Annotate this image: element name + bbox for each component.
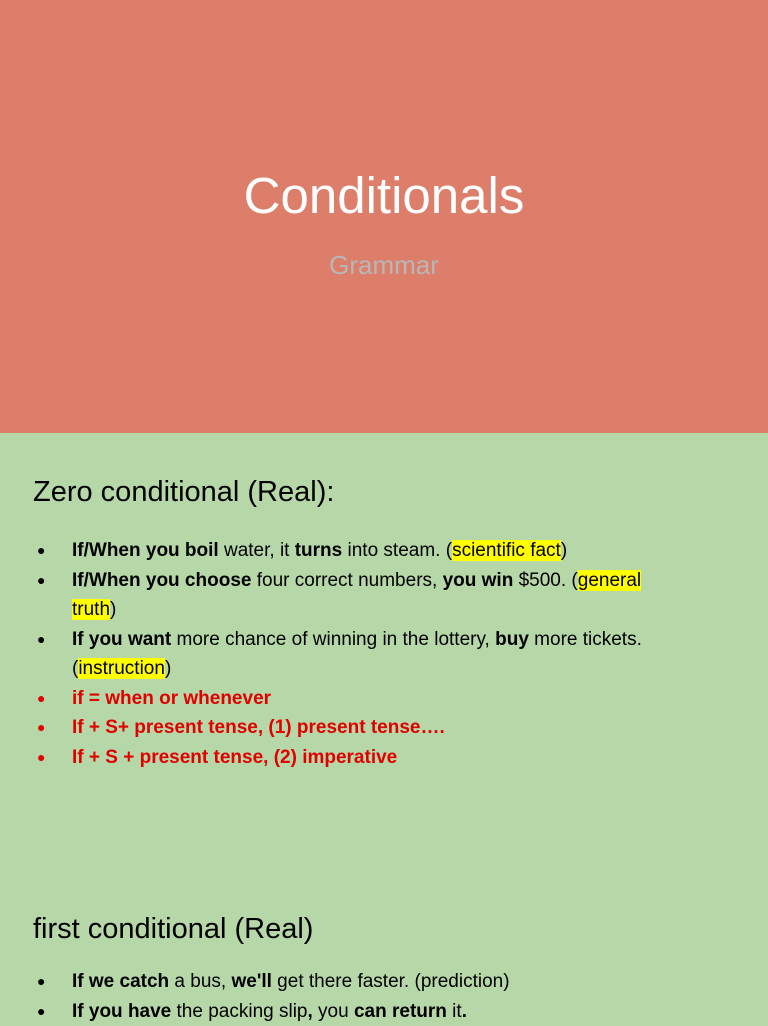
- list-item: [34, 536, 734, 566]
- bullet-icon: ●: [37, 625, 45, 655]
- list-item: [34, 684, 734, 714]
- text: ): [165, 658, 171, 679]
- text: ): [110, 599, 116, 620]
- first-conditional-list: [34, 967, 734, 1026]
- bold-text: turns: [295, 540, 343, 561]
- bullet-icon: ●: [37, 713, 45, 743]
- highlight: general: [578, 570, 641, 591]
- bullet-icon: ●: [37, 684, 45, 714]
- text: $500. (: [513, 570, 577, 591]
- bullet-icon: ●: [37, 566, 45, 596]
- list-item: [34, 997, 734, 1026]
- bold-text: If/When you choose: [72, 570, 251, 591]
- zero-conditional-list: [34, 536, 734, 772]
- bold-text: If/When you boil: [72, 540, 219, 561]
- text: you: [313, 1001, 354, 1022]
- bold-text: buy: [495, 629, 529, 650]
- title-slide: [0, 0, 768, 433]
- text: it: [447, 1001, 462, 1022]
- list-item: [34, 713, 734, 743]
- highlight: truth: [72, 599, 110, 620]
- rule-text: If + S + present tense, (2) imperative: [72, 747, 397, 768]
- bold-text: .: [462, 1001, 467, 1022]
- bold-text: ,: [308, 1001, 313, 1022]
- bullet-icon: ●: [37, 536, 45, 566]
- bold-text: If you want: [72, 629, 171, 650]
- bullet-icon: ●: [37, 743, 45, 773]
- list-item: [34, 625, 734, 684]
- text: get there faster. (prediction): [272, 971, 510, 992]
- bold-text: can return: [354, 1001, 447, 1022]
- first-conditional-heading: first conditional (Real): [33, 911, 313, 947]
- rule-text: if = when or whenever: [72, 688, 271, 709]
- text: a bus,: [169, 971, 231, 992]
- bullet-icon: ●: [37, 967, 45, 997]
- bullet-icon: ●: [37, 997, 45, 1026]
- text: four correct numbers,: [251, 570, 442, 591]
- bold-text: If we catch: [72, 971, 169, 992]
- text: ): [561, 540, 567, 561]
- slide-subtitle: Grammar: [0, 249, 768, 281]
- bold-text: we'll: [231, 971, 271, 992]
- text: into steam. (: [342, 540, 452, 561]
- highlight: instruction: [78, 658, 165, 679]
- rule-text: If + S+ present tense, (1) present tense….: [72, 717, 445, 738]
- text: more tickets. (: [72, 629, 642, 680]
- bold-text: If you have: [72, 1001, 171, 1022]
- text: water, it: [219, 540, 295, 561]
- bold-text: you win: [443, 570, 514, 591]
- text: more chance of winning in the lottery,: [171, 629, 495, 650]
- list-item: [34, 566, 734, 625]
- slide-title: Conditionals: [0, 166, 768, 226]
- highlight: scientific fact: [452, 540, 561, 561]
- list-item: [34, 743, 734, 773]
- list-item: [34, 967, 734, 997]
- zero-conditional-heading: Zero conditional (Real):: [33, 474, 334, 510]
- text: the packing slip: [171, 1001, 307, 1022]
